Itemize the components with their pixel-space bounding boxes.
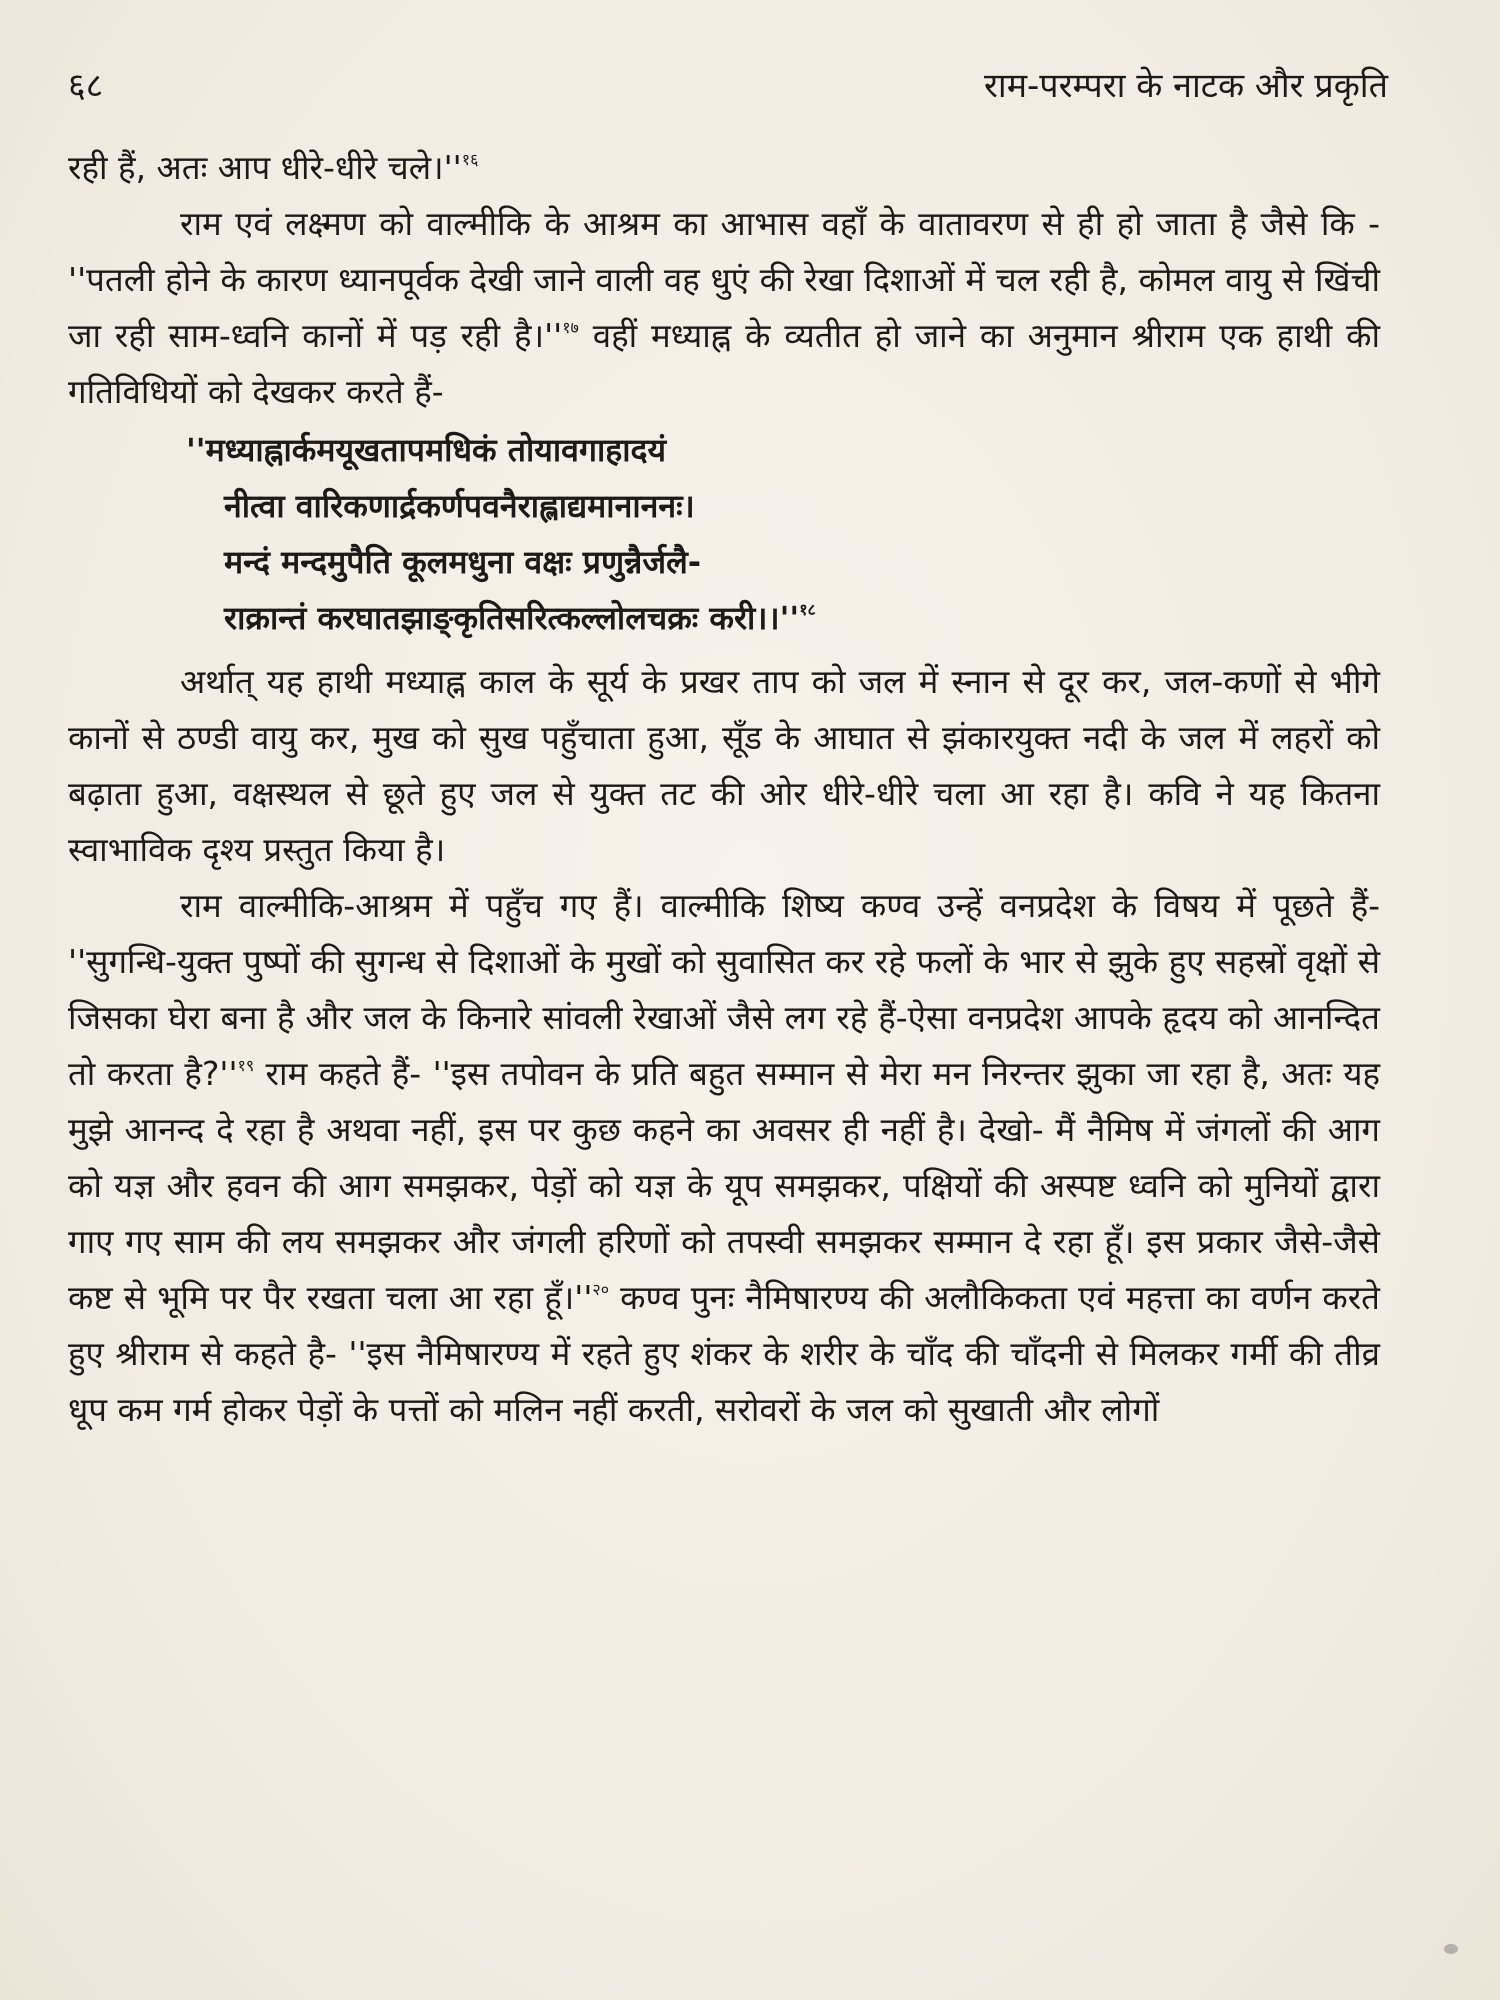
- footnote-ref: २०: [592, 1280, 610, 1299]
- verse-line: राक्रान्तं करघातझाङ्कृतिसरित्कल्लोलचक्रः $करी।।''^{१८}$: [224, 599, 816, 637]
- paragraph-2: राम एवं लक्ष्मण को वाल्मीकि के आश्रम का आभास वहाँ के वातावरण से ही हो जाता है जैसे कि - ''पतली होने के कारण ध्यानपूर्वक देखी जाने वाली वह धुएं की रेखा दिशाओं में चल रही है, कोमल वायु से खिंची जा रही साम-ध्वनि कानों में पड़ रही $है।''^{१७}$ वहीं मध्याह्न के व्यतीत हो जाने का अनुमान श्रीराम एक हाथी की गतिविधियों को देखकर करते हैं-: [68, 204, 1380, 411]
- paragraph-4: राम वाल्मीकि-आश्रम में पहुँच गए हैं। वाल्मीकि शिष्य कण्व उन्हें वनप्रदेश के विषय में पूछते हैं- ''सुगन्धि-युक्त पुष्पों की सुगन्ध से दिशाओं के मुखों को सुवासित कर रहे फलों के भार से झुके हुए सहस्रों वृक्षों से जिसका घेरा बना है और जल के किनारे सांवली रेखाओं जैसे लग रहे हैं-ऐसा वनप्रदेश आपके हृदय को आनन्दित तो करता $है?''^{१९}$ राम कहते हैं- ''इस तपोवन के प्रति बहुत सम्मान से मेरा मन निरन्तर झुका जा रहा है, अतः यह मुझे आनन्द दे रहा है अथवा नहीं, इस पर कुछ कहने का अवसर ही नहीं है। देखो- मैं नैमिष में जंगलों की आग को यज्ञ और हवन की आग समझकर, पेड़ों को यज्ञ के यूप समझकर, पक्षियों की अस्पष्ट ध्वनि को मुनियों द्वारा गाए गए साम की लय समझकर और जंगली हरिणों को तपस्वी समझकर सम्मान दे रहा हूँ। इस प्रकार जैसे-जैसे कष्ट से भूमि पर पैर रखता चला आ रहा $हूँ।''^{२०}$ कण्व पुनः नैमिषारण्य की अलौकिकता एवं महत्ता का वर्णन करते हुए श्रीराम से कहते है- ''इस नैमिषारण्य में रहते हुए शंकर के शरीर के चाँद की चाँदनी से मिलकर गर्मी की तीव्र धूप कम गर्म होकर पेड़ों के पत्तों को मलिन नहीं करती, सरोवरों के जल को सुखाती और लोगों: [68, 886, 1380, 1429]
- sanskrit-verse: [186, 422, 1380, 646]
- verse-line: नीत्वा वारिकणार्द्रकर्णपवनैराह्लाद्यमानाननः।: [224, 487, 695, 525]
- verse-line: मन्दं मन्दमुपैति कूलमधुना वक्षः प्रणुन्नैर्जलै-: [224, 543, 702, 581]
- page-header: [68, 58, 1388, 114]
- footnote-ref: १९: [237, 1056, 255, 1075]
- footnote-ref: १७: [562, 318, 579, 337]
- body-text: [68, 140, 1380, 1438]
- footnote-ref: १८: [799, 600, 816, 619]
- paragraph-3: अर्थात् यह हाथी मध्याह्न काल के सूर्य के प्रखर ताप को जल में स्नान से दूर कर, जल-कणों से भीगे कानों से ठण्डी वायु कर, मुख को सुख पहुँचाता हुआ, सूँड के आघात से झंकारयुक्त नदी के जल में लहरों को बढ़ाता हुआ, वक्षस्थल से छूते हुए जल से युक्त तट की ओर धीरे-धीरे चला आ रहा है। कवि ने यह कितना स्वाभाविक दृश्य प्रस्तुत किया है।: [68, 662, 1380, 869]
- page-number: ६८: [68, 66, 104, 106]
- footnote-ref: १६: [461, 150, 479, 169]
- verse-line: ''मध्याह्नार्कमयूखतापमधिकं तोयावगाहादयं: [186, 431, 667, 469]
- paper-speck: [1444, 1944, 1458, 1954]
- paragraph-1: रही हैं, अतः आप धीरे-धीरे $चले।''^{१६}$: [68, 148, 479, 187]
- running-title: राम-परम्परा के नाटक और प्रकृति: [984, 66, 1388, 106]
